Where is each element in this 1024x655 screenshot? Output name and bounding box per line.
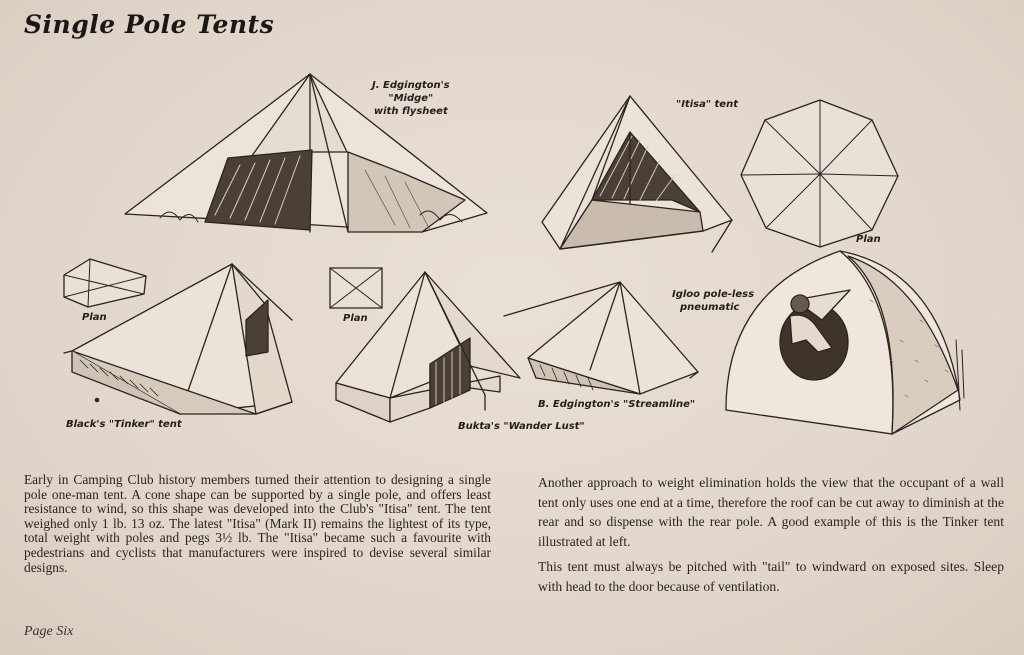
left-column	[24, 473, 491, 575]
igloo-label: Igloo pole-less pneumatic	[672, 289, 755, 313]
tinker-label: Black's "Tinker" tent	[66, 419, 182, 430]
page-number: Page Six	[24, 624, 74, 639]
right-paragraph-1: Another approach to weight elimination holds the view that the occupant of a wall tent only uses one end at a time, therefore the roof can be cut away to diminish at the rear and so dispense with the rear pole. A good example of this is the Tinker tent illustrated at left.	[538, 475, 1004, 549]
itisa-plan-drawing	[741, 100, 898, 247]
tinker-plan-drawing	[64, 259, 146, 307]
left-paragraph: Early in Camping Club history members turned their attention to designing a single pole one-man tent. A cone shape can be supported by a single pole, and offers least resistance to wind, so this shape was developed into the Club's "Itisa" tent. The tent weighed only 1 lb. 13 oz. The latest "Itisa" (Mark II) remains the lightest of its type, total weight with poles and pegs 3½ lb. The "Itisa" became such a favourite with pedestrians and cyclists that manufacturers were inspired to devise several similar designs.	[24, 472, 491, 575]
itisa-label: "Itisa" tent	[676, 99, 738, 110]
page-title: Single Pole Tents	[24, 10, 275, 39]
midge-label: J. Edgington's "Midge" with flysheet	[372, 80, 450, 117]
tinker-plan-label: Plan	[82, 312, 107, 323]
itisa-plan-label: Plan	[856, 234, 881, 245]
right-paragraph-2: This tent must always be pitched with "tail" to windward on exposed sites. Sleep with head to the door because of ventilation.	[538, 559, 1004, 594]
igloo-tent-drawing	[726, 251, 964, 434]
streamline-tent-drawing	[504, 282, 698, 394]
wander-lust-plan-drawing	[330, 268, 382, 308]
streamline-label: B. Edgington's "Streamline"	[538, 399, 696, 410]
right-column	[538, 473, 1004, 596]
wander-lust-label: Bukta's "Wander Lust"	[458, 421, 585, 432]
itisa-tent-drawing	[542, 96, 732, 252]
wander-lust-plan-label: Plan	[343, 313, 368, 324]
